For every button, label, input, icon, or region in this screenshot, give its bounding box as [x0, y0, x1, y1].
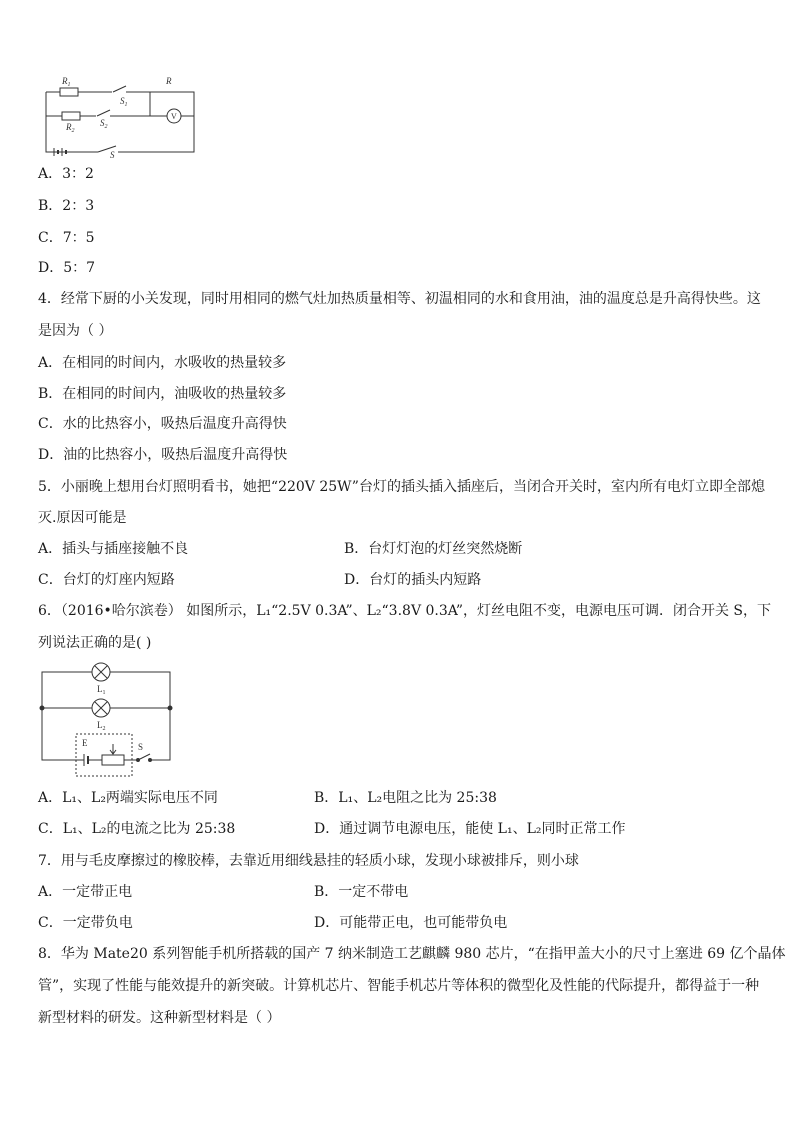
svg-text:R1 [61, 76, 71, 88]
q4-stem-line2: 是因为（ ） [38, 323, 113, 339]
q8-stem-line2: 管”，实现了性能与能效提升的新突破。计算机芯片、智能手机芯片等体积的微型化及性能的代际提升，都得益于一种 [38, 978, 760, 994]
s1-label: S [120, 96, 125, 106]
l1-label: L [97, 684, 103, 694]
r1-label: R [62, 76, 68, 86]
q4-stem-line1: 4．经常下厨的小关发现，同时用相同的燃气灶加热质量相等、初温相同的水和食用油，油的温度总是升高得快些。这 [38, 291, 761, 307]
q6-option-d: D．通过调节电源电压，能使 L₁、L₂同时正常工作 [314, 821, 626, 837]
e-label: E [82, 738, 88, 748]
q5-option-b: B．台灯灯泡的灯丝突然烧断 [344, 541, 523, 557]
s2-sub: 2 [104, 124, 108, 130]
circuit-diagram-2 [38, 660, 178, 780]
q8-stem-line3: 新型材料的研发。这种新型材料是（ ） [38, 1010, 281, 1026]
q7-stem: 7．用与毛皮摩擦过的橡胶棒，去靠近用细线悬挂的轻质小球，发现小球被排斥，则小球 [38, 853, 579, 869]
q7-option-b: B．一定不带电 [314, 884, 409, 900]
q4-option-a: A．在相同的时间内，水吸收的热量较多 [38, 355, 287, 371]
s1-sub: 1 [124, 102, 128, 108]
svg-text:L2 [97, 720, 106, 732]
q7-option-d: D．可能带正电，也可能带负电 [314, 915, 508, 931]
voltmeter-label: V [171, 112, 177, 121]
q3-option-b: B．2：3 [38, 198, 95, 214]
svg-text:S2 [100, 118, 108, 130]
q5-option-c: C．台灯的灯座内短路 [38, 572, 175, 588]
q6-option-b: B．L₁、L₂电阻之比为 25:38 [314, 790, 497, 806]
q3-option-a: A．3：2 [38, 166, 94, 182]
q3-option-d: D．5：7 [38, 260, 96, 276]
q5-stem-line2: 灭.原因可能是 [38, 510, 127, 526]
q5-option-d: D．台灯的插头内短路 [344, 572, 482, 588]
q5-option-a: A．插头与插座接触不良 [38, 541, 189, 557]
r2-sub: 2 [71, 128, 75, 134]
svg-text:R2 [65, 122, 75, 134]
l2-sub: 2 [102, 726, 106, 732]
svg-text:L1 [97, 684, 106, 696]
q4-option-d: D．油的比热容小，吸热后温度升高得快 [38, 447, 288, 463]
s-label: S [110, 150, 115, 158]
r1-sub: 1 [67, 82, 71, 88]
circuit-diagram-1 [38, 74, 200, 158]
q4-option-b: B．在相同的时间内，油吸收的热量较多 [38, 386, 287, 402]
l1-sub: 1 [102, 690, 106, 696]
q4-option-c: C．水的比热容小，吸热后温度升高得快 [38, 416, 287, 432]
r2-label: R [66, 122, 72, 132]
q8-stem-line1: 8．华为 Mate20 系列智能手机所搭载的国产 7 纳米制造工艺麒麟 980 芯片，“在指甲盖大小的尺寸上塞进 69 亿个晶体 [38, 946, 786, 962]
q3-option-c: C．7：5 [38, 230, 95, 246]
q6-stem-line1: 6．（2016•哈尔滨卷） 如图所示，L₁“2.5V 0.3A”、L₂“3.8V 0.3A”，灯丝电阻不变，电源电压可调．闭合开关 S，下 [38, 603, 772, 619]
r-label: R [166, 76, 172, 86]
s2-label: S [100, 118, 105, 128]
q6-option-c: C．L₁、L₂的电流之比为 25:38 [38, 821, 236, 837]
q6-option-a: A．L₁、L₂两端实际电压不同 [38, 790, 218, 806]
q7-option-c: C．一定带负电 [38, 915, 133, 931]
svg-text:S1 [120, 96, 128, 108]
q5-stem-line1: 5．小丽晚上想用台灯照明看书，她把“220V 25W”台灯的插头插入插座后，当闭合开关时，室内所有电灯立即全部熄 [38, 479, 765, 495]
switch-s-label: S [138, 742, 144, 752]
q7-option-a: A．一定带正电 [38, 884, 133, 900]
l2-label: L [97, 720, 103, 730]
q6-stem-line2: 列说法正确的是( ) [38, 635, 152, 651]
